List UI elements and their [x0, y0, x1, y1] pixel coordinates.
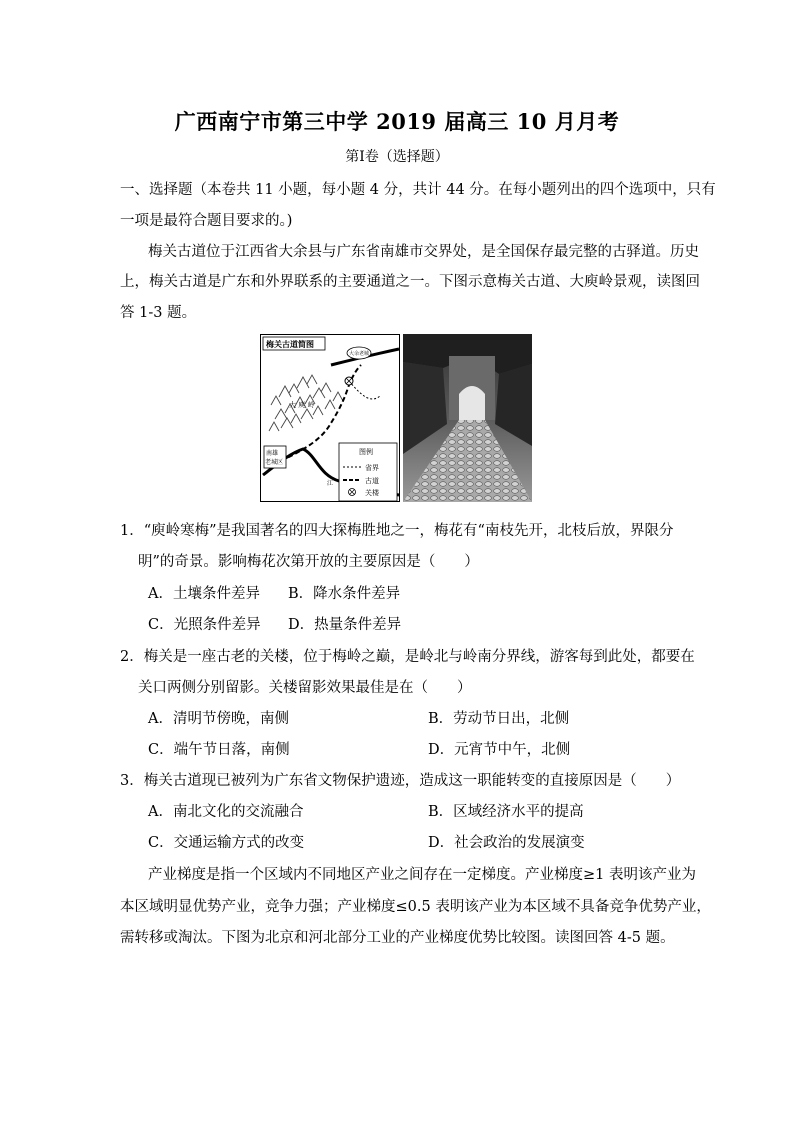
exam-title: 广西南宁市第三中学 2019 届高三 10 月月考	[174, 109, 620, 134]
legend-province: 省界	[365, 464, 379, 472]
passage2-line3: 需转移或淘汰。下图为北京和河北部分工业的产业梯度优势比较图。读图回答 4-5 题。	[120, 930, 675, 946]
section-instruction-line1: 一、选择题（本卷共 11 小题，每小题 4 分，共计 44 分。在每小题列出的四个选项中，只有	[120, 182, 716, 198]
q2-option-d: D．元宵节中午，北侧	[428, 742, 571, 758]
q1-stem-line1: 1．“庾岭寒梅”是我国著名的四大探梅胜地之一，梅花有“南枝先开，北枝后放，界限分	[120, 523, 674, 539]
q1-stem-line2: 明”的奇景。影响梅花次第开放的主要原因是（ ）	[138, 554, 479, 570]
legend-title: 图例	[359, 448, 373, 456]
q3-option-c: C．交通运输方式的改变	[148, 835, 305, 851]
mountain-label: 大 庾 岭	[289, 401, 315, 409]
q2-option-b: B．劳动节日出，北侧	[428, 711, 570, 727]
q2-stem-line2: 关口两侧分别留影。关楼留影效果最佳是在（ ）	[138, 680, 472, 696]
section-subtitle: 第Ⅰ卷（选择题）	[345, 149, 449, 165]
river-label: 江	[327, 480, 334, 487]
q2-stem-line1: 2．梅关是一座古老的关楼，位于梅岭之巅，是岭北与岭南分界线，游客每到此处，都要在	[120, 649, 695, 665]
town-label: 大余老城	[349, 351, 370, 357]
passage2-line1: 产业梯度是指一个区域内不同地区产业之间存在一定梯度。产业梯度≥1 表明该产业为	[148, 867, 696, 883]
q3-option-d: D．社会政治的发展演变	[428, 835, 585, 851]
passage2-line2: 本区域明显优势产业，竞争力强；产业梯度≤0.5 表明该产业为本区域不具备竞争优势产业，	[120, 899, 711, 915]
map-title: 梅关古道简图	[266, 340, 314, 349]
passage1-line2: 上，梅关古道是广东和外界联系的主要通道之一。下图示意梅关古道、大庾岭景观，读图回	[120, 274, 700, 290]
q1-option-a: A．土壤条件差异	[148, 586, 260, 602]
map-graphic	[261, 335, 401, 503]
q1-option-d: D．热量条件差异	[288, 617, 402, 633]
meiguan-figure	[260, 334, 532, 502]
city-label-2: 老城区	[265, 459, 284, 466]
q1-option-c: C．光照条件差异	[148, 617, 261, 633]
q1-option-b: B．降水条件差异	[288, 586, 401, 602]
dayuling-photo	[403, 334, 532, 502]
section-instruction-line2: 一项是最符合题目要求的。)	[120, 213, 293, 229]
meiguan-map	[260, 334, 400, 502]
q3-option-a: A．南北文化的交流融合	[148, 804, 304, 820]
passage1-line3: 答 1-3 题。	[120, 305, 197, 321]
photo-graphic	[403, 334, 532, 502]
q2-option-a: A．清明节傍晚，南侧	[148, 711, 289, 727]
q2-option-c: C．端午节日落，南侧	[148, 742, 290, 758]
passage1-line1: 梅关古道位于江西省大余县与广东省南雄市交界处，是全国保存最完整的古驿道。历史	[148, 244, 699, 260]
city-label: 南雄	[266, 450, 279, 457]
legend-road: 古道	[365, 477, 379, 485]
q3-stem: 3．梅关古道现已被列为广东省文物保护遗迹，造成这一职能转变的直接原因是（ ）	[120, 773, 681, 789]
legend-gate: 关楼	[365, 489, 379, 497]
q3-option-b: B．区域经济水平的提高	[428, 804, 584, 820]
